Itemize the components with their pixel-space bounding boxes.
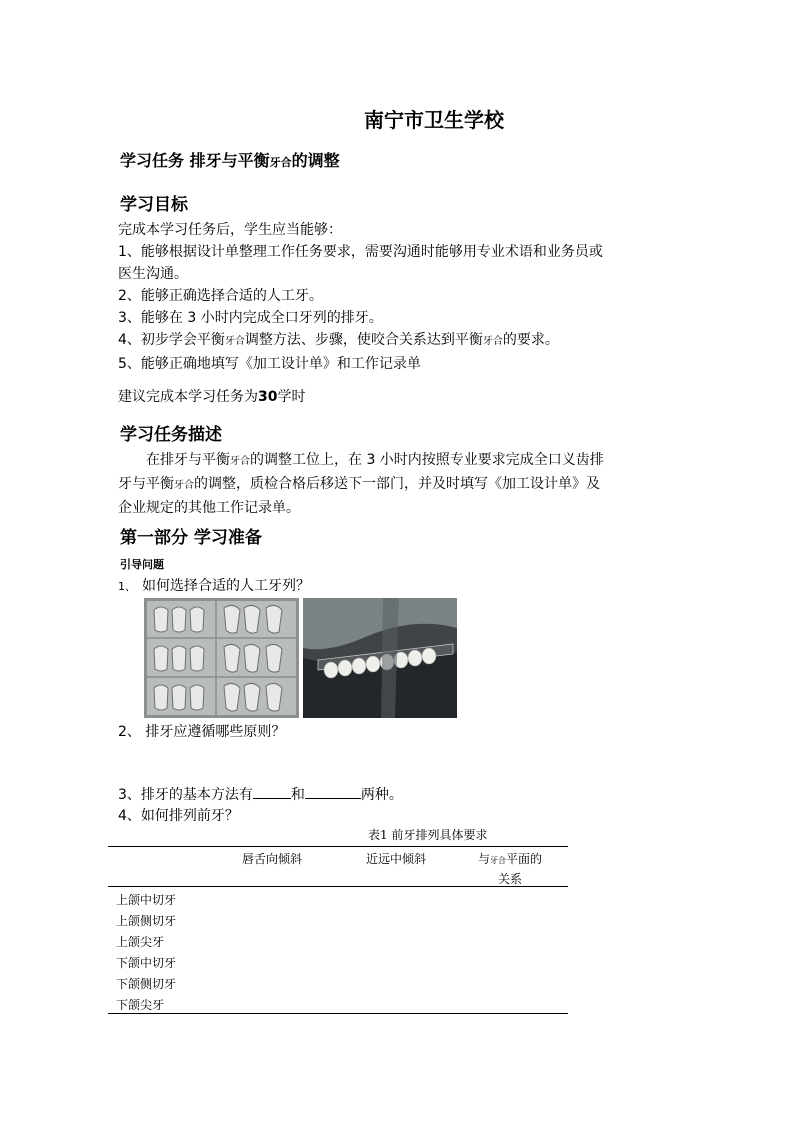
- task-title-sub: 牙合: [269, 156, 292, 169]
- question-1-text: 如何选择合适的人工牙列？: [142, 578, 310, 594]
- desc-2b: 的调整，质检合格后移送下一部门，并及时填写《加工设计单》及: [194, 476, 600, 492]
- table-row-label: 上颌尖牙: [116, 935, 165, 949]
- blank-method-1[interactable]: [253, 784, 291, 799]
- desc-1-sub: 牙合: [230, 456, 250, 467]
- table-bottom-rule: [108, 1013, 568, 1014]
- table-row-label: 下颌尖牙: [116, 998, 165, 1012]
- objective-1b: 医生沟通。: [118, 266, 188, 282]
- table-top-rule: [108, 846, 568, 847]
- col3-b: 平面的: [506, 852, 543, 866]
- question-3-b: 和: [290, 787, 305, 803]
- hours-value: 30: [258, 389, 278, 405]
- blank-method-2[interactable]: [305, 784, 361, 799]
- desc-2-sub: 牙合: [174, 480, 194, 491]
- question-3-c: 两种。: [360, 787, 403, 803]
- table-row-label: 下颌侧切牙: [116, 977, 177, 991]
- guide-label: 引导问题: [120, 558, 164, 571]
- hours-suffix: 学时: [277, 389, 306, 405]
- task-title: [120, 148, 340, 171]
- objectives-intro: 完成本学习任务后，学生应当能够：: [118, 222, 342, 238]
- artificial-teeth-photo-2: [303, 598, 457, 718]
- description-line-2: [118, 473, 678, 497]
- column-header-occlusal-plane-2: 关系: [498, 872, 523, 886]
- col3-a: 与: [478, 852, 491, 866]
- table-row-label: 上颌侧切牙: [116, 914, 177, 928]
- question-3-a: 3、排牙的基本方法有: [118, 787, 253, 803]
- objective-2: 2、能够正确选择合适的人工牙。: [118, 288, 323, 304]
- description-paragraph: [118, 449, 678, 519]
- objective-4-c: 的要求。: [502, 332, 559, 348]
- column-header-mesiodistal: 近远中倾斜: [366, 852, 427, 866]
- description-line-1: [118, 449, 678, 473]
- artificial-teeth-card-image: [144, 598, 299, 718]
- objective-4-a: 4、初步学会平衡: [118, 332, 225, 348]
- objective-5: 5、能够正确地填写《加工设计单》和工作记录单: [118, 356, 421, 372]
- description-heading: 学习任务描述: [120, 425, 222, 445]
- question-4: 4、如何排列前牙？: [118, 808, 239, 824]
- question-3: [118, 784, 403, 804]
- objectives-heading: 学习目标: [120, 195, 188, 215]
- desc-1a: 在排牙与平衡: [146, 452, 230, 468]
- objective-4-sub1: 牙合: [224, 336, 245, 347]
- objectives-list: [118, 219, 678, 375]
- hours-prefix: 建议完成本学习任务为: [118, 389, 258, 405]
- task-title-suffix: 的调整: [291, 151, 340, 170]
- table-header-rule: [108, 886, 568, 887]
- school-title: 南宁市卫生学校: [364, 108, 504, 132]
- objective-4-b: 调整方法、步骤，使咬合关系达到平衡: [244, 332, 483, 348]
- objective-4-sub2: 牙合: [482, 336, 503, 347]
- objective-1a: 1、能够根据设计单整理工作任务要求，需要沟通时能够用专业术语和业务员或: [118, 244, 603, 260]
- tooth-measure-image: [303, 598, 457, 718]
- objective-3: 3、能够在 3 小时内完成全口牙列的排牙。: [118, 310, 383, 326]
- part1-heading: 第一部分 学习准备: [120, 528, 262, 548]
- column-header-occlusal-plane: [478, 850, 542, 867]
- column-header-labial-lingual: 唇舌向倾斜: [242, 852, 303, 866]
- table-caption: 表1 前牙排列具体要求: [368, 828, 488, 842]
- question-1-number: 1、: [118, 580, 136, 593]
- desc-1b: 的调整工位上，在 3 小时内按照专业要求完成全口义齿排: [250, 452, 604, 468]
- description-line-3: 企业规定的其他工作记录单。: [118, 500, 300, 516]
- table-row-label: 下颌中切牙: [116, 956, 177, 970]
- table-row-label: 上颌中切牙: [116, 893, 177, 907]
- desc-2a: 牙与平衡: [118, 476, 174, 492]
- artificial-teeth-photo-1: [144, 598, 299, 718]
- task-title-prefix: 学习任务 排牙与平衡: [120, 151, 270, 170]
- objective-4: [118, 329, 678, 353]
- hours-line: [118, 386, 678, 408]
- col3-sub: 牙合: [490, 856, 507, 865]
- question-1: [118, 575, 310, 595]
- question-2: 2、 排牙应遵循哪些原则？: [118, 724, 286, 740]
